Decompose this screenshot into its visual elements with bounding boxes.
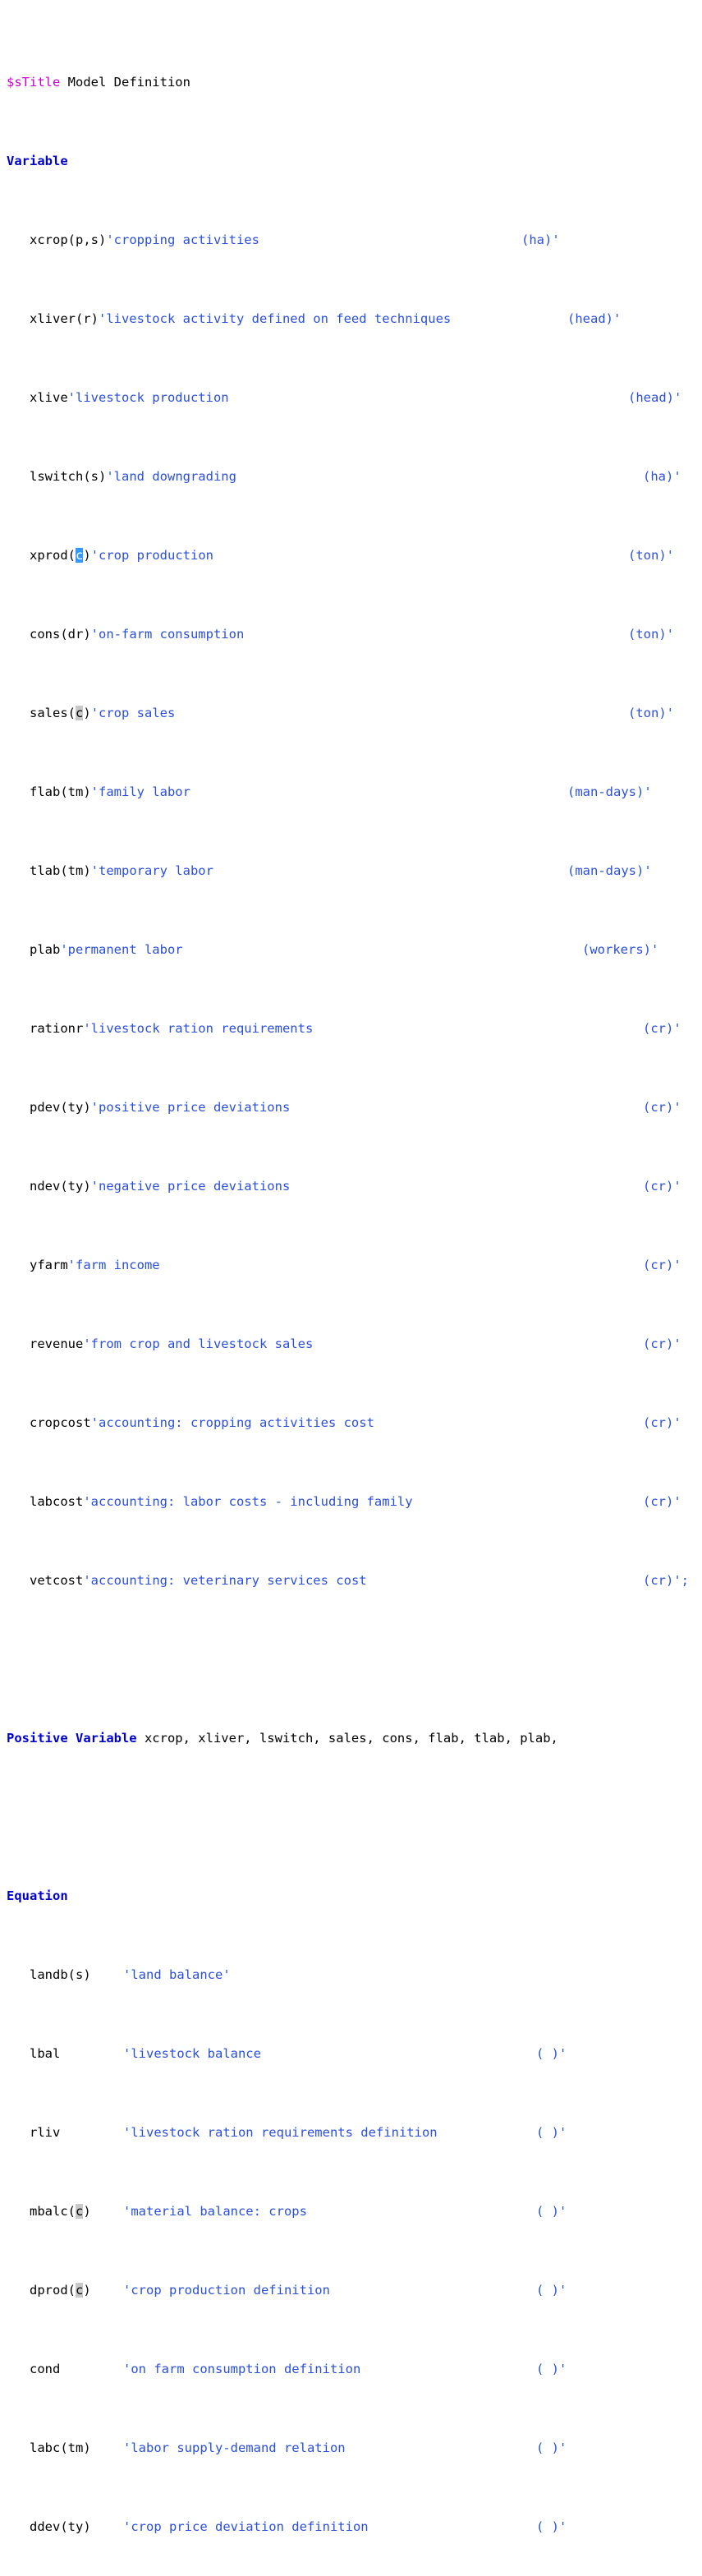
declaration-desc: 'land downgrading: [106, 469, 236, 484]
declaration-desc: 'crop sales: [90, 706, 176, 720]
code-line-e-labc: [7, 2438, 702, 2458]
code-line-v-plab: [7, 940, 702, 959]
code-line-v-rationr: [7, 1019, 702, 1038]
declaration-name: xprod(: [7, 548, 76, 563]
blank-line: [7, 1807, 702, 1827]
declaration-name: rationr: [7, 1021, 84, 1036]
declaration-desc: 'labor supply-demand relation: [123, 2440, 346, 2455]
code-line-v-xlive: [7, 388, 702, 407]
highlighted-index-token[interactable]: c: [76, 2283, 84, 2298]
declaration-name: vetcost: [7, 1573, 84, 1588]
declaration-desc: 'negative price deviations: [90, 1179, 291, 1194]
declaration-desc: 'crop price deviation definition: [123, 2519, 369, 2534]
declaration-desc: 'crop production: [90, 548, 213, 563]
declaration-name: xliver(r): [7, 311, 99, 326]
dollar-directive: $sTitle: [7, 75, 61, 90]
declaration-name: tlab(tm): [7, 863, 91, 878]
declaration-desc: 'accounting: veterinary services cost: [83, 1573, 367, 1588]
code-line-v-lswitch: [7, 467, 702, 486]
code-line-v-cons: [7, 624, 702, 644]
blank-line: [7, 1649, 702, 1669]
declaration-unit: (cr)': [643, 1494, 681, 1509]
declaration-unit: (ton)': [628, 548, 674, 563]
code-line-v-yfarm: [7, 1255, 702, 1275]
declaration-unit: (workers)': [582, 942, 659, 957]
code-line-e-cond: [7, 2359, 702, 2379]
selected-index-token[interactable]: c: [76, 548, 84, 563]
declaration-unit: (cr)': [643, 1179, 681, 1194]
declaration-unit: (man-days)': [567, 784, 652, 799]
declaration-name: ddev(ty): [7, 2519, 91, 2534]
declaration-unit: (ha)': [643, 469, 681, 484]
code-line-v-labcost: [7, 1492, 702, 1511]
keyword-positive-variable: Positive Variable: [7, 1731, 137, 1746]
declaration-desc: 'cropping activities: [106, 232, 259, 247]
code-line-e-rliv: [7, 2123, 702, 2142]
declaration-unit: (ton)': [628, 706, 674, 720]
declaration-name: flab(tm): [7, 784, 91, 799]
code-line-v-cropcost: [7, 1413, 702, 1433]
code-line-e-ddev: [7, 2517, 702, 2537]
code-line-v-tlab: [7, 861, 702, 881]
declaration-desc: 'permanent labor: [60, 942, 183, 957]
declaration-desc: 'accounting: cropping activities cost: [90, 1415, 374, 1430]
declaration-unit: (cr)': [643, 1100, 681, 1115]
declaration-name: xlive: [7, 390, 68, 405]
code-line-positive-variable: [7, 1728, 702, 1748]
code-line-v-pdev: [7, 1097, 702, 1117]
declaration-unit: ( )': [536, 2362, 567, 2376]
declaration-name: landb(s): [7, 1967, 91, 1982]
declaration-name: revenue: [7, 1336, 84, 1351]
declaration-unit: (man-days)': [567, 863, 652, 878]
declaration-unit: ( )': [536, 2519, 567, 2534]
declaration-desc: 'accounting: labor costs - including family: [83, 1494, 413, 1509]
declaration-name: dprod(: [7, 2283, 76, 2298]
declaration-name: xcrop(p,s): [7, 232, 107, 247]
declaration-name: pdev(ty): [7, 1100, 91, 1115]
declaration-desc: 'livestock activity defined on feed techniques: [98, 311, 452, 326]
code-line-e-dprod: [7, 2280, 702, 2300]
declaration-unit: (ton)': [628, 627, 674, 642]
declaration-name: labcost: [7, 1494, 84, 1509]
declaration-desc: 'on farm consumption definition: [123, 2362, 361, 2376]
code-line-e-lbal: [7, 2044, 702, 2063]
declaration-unit: (ha)': [521, 232, 560, 247]
declaration-name-close: ): [83, 706, 91, 720]
declaration-name: cropcost: [7, 1415, 91, 1430]
declaration-name: mbalc(: [7, 2204, 76, 2219]
declaration-unit: (head)': [628, 390, 682, 405]
declaration-name: rliv: [7, 2125, 61, 2140]
declaration-name: labc(tm): [7, 2440, 91, 2455]
declaration-name-close: ): [83, 548, 91, 563]
declaration-unit: ( )': [536, 2283, 567, 2298]
keyword-variable: Variable: [7, 154, 68, 168]
declaration-desc: 'land balance': [123, 1967, 231, 1982]
declaration-desc: 'livestock production: [67, 390, 229, 405]
declaration-unit: ( )': [536, 2046, 567, 2061]
declaration-desc: 'temporary labor: [90, 863, 213, 878]
code-line-e-landb: [7, 1965, 702, 1985]
declaration-name: ndev(ty): [7, 1179, 91, 1194]
declaration-desc: 'farm income: [67, 1258, 160, 1272]
declaration-unit: ( )': [536, 2204, 567, 2219]
code-line-v-revenue: [7, 1334, 702, 1354]
declaration-name: cons(dr): [7, 627, 91, 642]
declaration-name: lbal: [7, 2046, 61, 2061]
positive-variable-list: xcrop, xliver, lswitch, sales, cons, flab, tlab, plab,: [136, 1731, 558, 1746]
code-line-v-xcrop: [7, 230, 702, 250]
declaration-desc: 'crop production definition: [123, 2283, 330, 2298]
code-line-variable-keyword: [7, 151, 702, 171]
declaration-desc: 'from crop and livestock sales: [83, 1336, 314, 1351]
declaration-name-close: ): [83, 2204, 91, 2219]
declaration-name: yfarm: [7, 1258, 68, 1272]
declaration-name: plab: [7, 942, 61, 957]
code-line-v-xliver: [7, 309, 702, 329]
declaration-unit: (cr)': [643, 1336, 681, 1351]
declaration-desc: 'material balance: crops: [123, 2204, 307, 2219]
declaration-desc: 'family labor: [90, 784, 190, 799]
code-line-title: [7, 72, 702, 92]
title-text: Model Definition: [60, 75, 190, 90]
declaration-desc: 'livestock balance: [123, 2046, 261, 2061]
keyword-equation: Equation: [7, 1888, 68, 1903]
declaration-name: sales(: [7, 706, 76, 720]
code-line-v-flab: [7, 782, 702, 802]
declaration-unit: (cr)': [643, 1258, 681, 1272]
declaration-unit: (cr)': [643, 1415, 681, 1430]
declaration-unit: (cr)': [643, 1021, 681, 1036]
code-line-v-vetcost: [7, 1571, 702, 1590]
declaration-name: cond: [7, 2362, 61, 2376]
declaration-unit: (head)': [567, 311, 622, 326]
declaration-name-close: ): [83, 2283, 91, 2298]
declaration-desc: 'on-farm consumption: [90, 627, 245, 642]
code-line-e-mbalc: [7, 2201, 702, 2221]
declaration-unit: (cr)';: [643, 1573, 689, 1588]
code-line-v-ndev: [7, 1176, 702, 1196]
declaration-desc: 'livestock ration requirements definition: [123, 2125, 438, 2140]
declaration-unit: ( )': [536, 2125, 567, 2140]
declaration-name: lswitch(s): [7, 469, 107, 484]
declaration-desc: 'positive price deviations: [90, 1100, 291, 1115]
declaration-unit: ( )': [536, 2440, 567, 2455]
code-line-v-xprod: [7, 545, 702, 565]
highlighted-index-token[interactable]: c: [76, 706, 84, 720]
code-line-equation-keyword: [7, 1886, 702, 1906]
highlighted-index-token[interactable]: c: [76, 2204, 84, 2219]
code-line-v-sales: [7, 703, 702, 723]
declaration-desc: 'livestock ration requirements: [83, 1021, 314, 1036]
